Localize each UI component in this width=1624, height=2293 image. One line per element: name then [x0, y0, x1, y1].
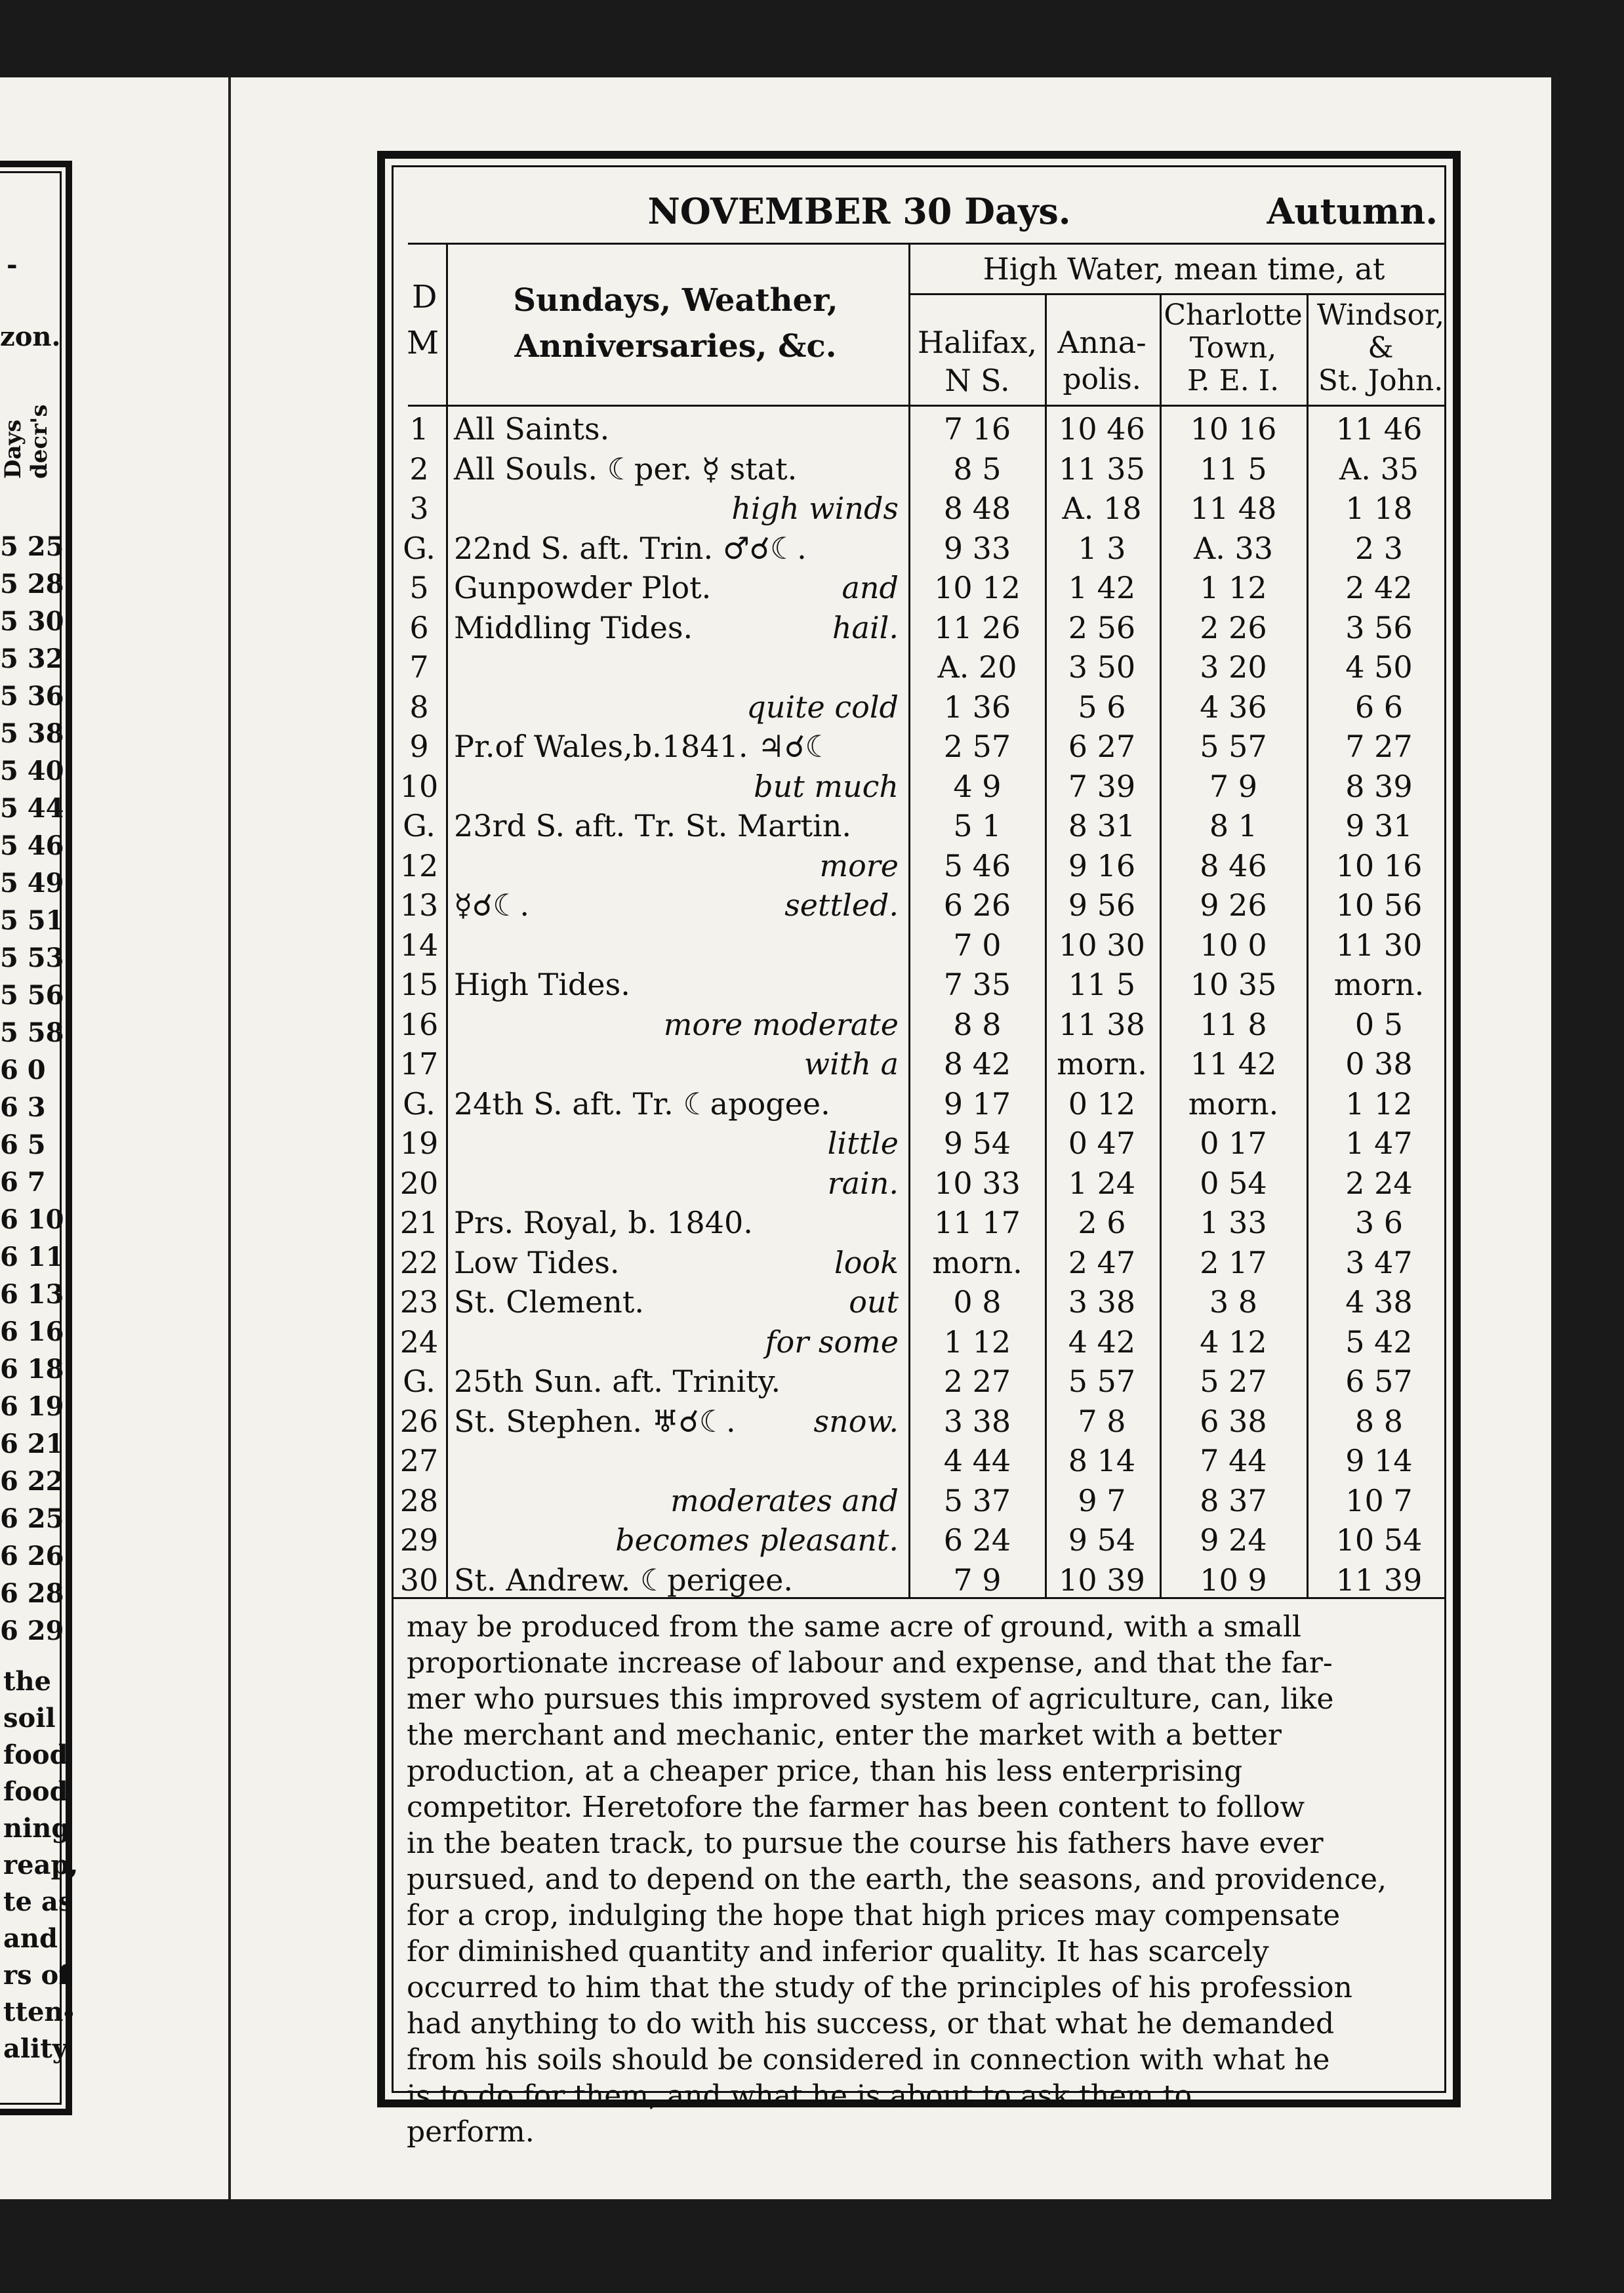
event-cell: 23rd S. aft. Tr. St. Martin. — [454, 808, 851, 843]
col-line-annapolis — [1160, 293, 1162, 1597]
left-word: and — [3, 1923, 58, 1954]
left-number: 6 18 — [0, 1354, 64, 1385]
paragraph-line: may be produced from the same acre of ground, with a small — [407, 1610, 1301, 1644]
annapolis-cell: 8 31 — [1068, 808, 1136, 843]
charlotte-cell: 4 12 — [1200, 1324, 1267, 1360]
left-number: 5 51 — [0, 905, 64, 936]
weather-cell: rain. — [827, 1165, 899, 1201]
weather-cell: more — [819, 847, 899, 883]
annapolis-cell: 3 50 — [1068, 649, 1136, 685]
left-number: 6 28 — [0, 1578, 64, 1609]
charlotte-cell: 5 27 — [1200, 1364, 1267, 1399]
windsor-cell: 5 42 — [1345, 1324, 1413, 1360]
left-number: 6 25 — [0, 1503, 64, 1534]
annapolis-cell: morn. — [1057, 1046, 1147, 1082]
almanac-inner-border — [392, 165, 1446, 2149]
paragraph-line: mer who pursues this improved system of agriculture, can, like — [407, 1682, 1334, 1716]
paragraph-line: pursued, and to depend on the earth, the seasons, and providence, — [407, 1863, 1387, 1896]
halifax-cell: 2 57 — [943, 729, 1011, 764]
day-cell: 17 — [399, 1046, 439, 1082]
event-cell: Middling Tides. — [454, 609, 693, 645]
windsor-cell: 11 46 — [1335, 411, 1423, 447]
left-number: 6 19 — [0, 1391, 64, 1422]
day-cell: 21 — [399, 1205, 439, 1240]
windsor-cell: 10 7 — [1345, 1482, 1413, 1518]
halifax-cell: 2 27 — [943, 1364, 1011, 1399]
day-cell: 16 — [399, 1006, 439, 1042]
charlotte-cell: 10 35 — [1190, 967, 1277, 1002]
day-cell: 6 — [409, 609, 429, 645]
annapolis-cell: 2 6 — [1078, 1205, 1126, 1240]
col-line-dm — [446, 243, 448, 1597]
paragraph-line: had anything to do with his success, or that what he demanded — [407, 2007, 1335, 2040]
halifax-cell: 8 8 — [953, 1006, 1002, 1042]
paragraph-line: perform. — [407, 2115, 535, 2149]
windsor-header-2: & — [1368, 331, 1394, 365]
season-label: Autumn. — [1267, 190, 1438, 232]
weather-cell: for some — [765, 1324, 899, 1360]
left-number: 6 10 — [0, 1204, 64, 1235]
charlotte-cell: 9 26 — [1200, 887, 1267, 923]
event-cell: Low Tides. — [454, 1244, 620, 1280]
charlotte-cell: 7 44 — [1200, 1443, 1267, 1478]
annapolis-cell: 11 35 — [1059, 451, 1145, 487]
windsor-cell: 2 3 — [1354, 530, 1404, 566]
charlotte-header-1: Charlotte — [1164, 298, 1303, 332]
left-number: 6 13 — [0, 1279, 64, 1310]
paragraph-line: occurred to him that the study of the principles of his profession — [407, 1971, 1353, 2004]
windsor-cell: 1 12 — [1345, 1086, 1413, 1122]
annapolis-header-2: polis. — [1063, 363, 1141, 396]
weather-cell: but much — [754, 768, 899, 804]
windsor-cell: morn. — [1333, 967, 1425, 1002]
halifax-cell: 3 38 — [943, 1403, 1011, 1439]
annapolis-cell: 0 47 — [1068, 1126, 1136, 1161]
charlotte-cell: 8 46 — [1200, 847, 1267, 883]
left-number: 6 26 — [0, 1541, 64, 1572]
windsor-cell: 10 16 — [1335, 847, 1423, 883]
header-bottom-rule — [408, 405, 1444, 407]
annapolis-cell: 4 42 — [1068, 1324, 1136, 1360]
event-cell: ☿☌☾. — [454, 887, 529, 923]
paragraph-line: in the beaten track, to pursue the course his fathers have ever — [407, 1827, 1324, 1860]
event-cell: 22nd S. aft. Trin. ♂☌☾. — [454, 530, 807, 566]
windsor-cell: 8 39 — [1345, 768, 1413, 804]
day-cell: 14 — [399, 927, 439, 963]
high-water-header: High Water, mean time, at — [983, 251, 1385, 287]
left-word: reap, — [3, 1850, 79, 1880]
paragraph-line: for diminished quantity and inferior quality. It has scarcely — [407, 1935, 1269, 1968]
left-number: 6 11 — [0, 1242, 64, 1272]
left-number: 6 21 — [0, 1429, 64, 1459]
annapolis-header-1: Anna- — [1057, 325, 1147, 360]
col-line-halifax — [1045, 293, 1047, 1597]
day-cell: G. — [403, 1086, 436, 1122]
halifax-cell: 10 33 — [934, 1165, 1021, 1201]
halifax-cell: 4 44 — [943, 1443, 1011, 1478]
left-number: 5 38 — [0, 718, 64, 749]
left-word: food — [3, 1776, 68, 1807]
halifax-cell: 7 9 — [953, 1562, 1002, 1598]
paragraph-line: competitor. Heretofore the farmer has been content to follow — [407, 1791, 1305, 1824]
halifax-cell: 9 17 — [943, 1086, 1011, 1122]
event-cell: St. Stephen. ♅☌☾. — [454, 1403, 736, 1439]
annapolis-cell: 2 47 — [1068, 1244, 1136, 1280]
paragraph-line: from his soils should be considered in connection with what he — [407, 2043, 1330, 2077]
halifax-cell: 5 1 — [953, 808, 1002, 843]
annapolis-cell: 3 38 — [1068, 1284, 1136, 1320]
title-rule — [408, 243, 1444, 245]
day-cell: 10 — [399, 768, 439, 804]
weather-cell: hail. — [832, 609, 899, 645]
paragraph-line: proportionate increase of labour and expense, and that the far- — [407, 1646, 1333, 1680]
day-cell: 7 — [409, 649, 429, 685]
charlotte-cell: 0 54 — [1200, 1165, 1267, 1201]
charlotte-header-2: Town, — [1189, 331, 1277, 365]
event-cell: St. Clement. — [454, 1284, 644, 1320]
annapolis-cell: 5 6 — [1078, 689, 1126, 725]
annapolis-cell: 9 7 — [1078, 1482, 1126, 1518]
windsor-cell: 6 57 — [1345, 1364, 1413, 1399]
event-cell: High Tides. — [454, 967, 630, 1002]
col-line-charlotte — [1307, 293, 1309, 1597]
day-cell: G. — [403, 808, 436, 843]
charlotte-cell: 11 8 — [1200, 1006, 1267, 1042]
halifax-cell: 7 16 — [943, 411, 1011, 447]
windsor-cell: 8 8 — [1354, 1403, 1404, 1439]
halifax-cell: 4 9 — [953, 768, 1002, 804]
left-number: 5 32 — [0, 643, 64, 674]
halifax-cell: 6 24 — [943, 1522, 1011, 1558]
weather-cell: more moderate — [663, 1006, 899, 1042]
windsor-cell: 11 39 — [1335, 1562, 1423, 1598]
annapolis-cell: 5 57 — [1068, 1364, 1136, 1399]
halifax-header-2: N S. — [944, 363, 1010, 398]
charlotte-cell: 9 24 — [1200, 1522, 1267, 1558]
col-line-events — [908, 243, 910, 1597]
left-number: 6 29 — [0, 1615, 64, 1646]
annapolis-cell: 1 42 — [1068, 570, 1136, 605]
paragraph-line: production, at a cheaper price, than his less enterprising — [407, 1755, 1243, 1788]
day-cell: 23 — [399, 1284, 439, 1320]
left-number: 5 36 — [0, 681, 64, 712]
windsor-cell: 9 31 — [1345, 808, 1413, 843]
charlotte-header-3: P. E. I. — [1187, 364, 1280, 397]
charlotte-cell: 11 42 — [1190, 1046, 1277, 1082]
halifax-cell: morn. — [932, 1244, 1023, 1280]
day-cell: 30 — [399, 1562, 439, 1598]
month-title: NOVEMBER 30 Days. — [647, 190, 1071, 232]
halifax-cell: A. 20 — [937, 649, 1017, 685]
table-bottom-rule — [394, 1597, 1444, 1599]
weather-cell: quite cold — [746, 689, 899, 725]
left-word: rs of — [3, 1960, 70, 1991]
annapolis-cell: 9 56 — [1068, 887, 1136, 923]
day-cell: 15 — [399, 967, 439, 1002]
left-number: 5 58 — [0, 1017, 64, 1048]
windsor-header-3: St. John. — [1318, 364, 1444, 397]
paragraph-line: for a crop, indulging the hope that high prices may compensate — [407, 1899, 1341, 1932]
left-word: ning — [3, 1813, 70, 1844]
left-word: food — [3, 1739, 68, 1770]
halifax-cell: 7 0 — [953, 927, 1002, 963]
weather-cell: moderates and — [670, 1482, 899, 1518]
weather-cell: little — [827, 1126, 899, 1161]
charlotte-cell: 10 16 — [1190, 411, 1277, 447]
charlotte-cell: 3 8 — [1209, 1284, 1258, 1320]
halifax-cell: 5 46 — [943, 847, 1011, 883]
annapolis-cell: 7 8 — [1078, 1403, 1126, 1439]
day-cell: 8 — [409, 689, 429, 725]
charlotte-cell: A. 33 — [1194, 530, 1273, 566]
paragraph-line: the merchant and mechanic, enter the market with a better — [407, 1718, 1282, 1752]
halifax-cell: 9 54 — [943, 1126, 1011, 1161]
page-fold — [228, 77, 231, 2199]
charlotte-cell: 10 0 — [1200, 927, 1267, 963]
day-cell: 26 — [399, 1403, 439, 1439]
events-header-line1: Sundays, Weather, — [513, 282, 838, 319]
day-cell: 24 — [399, 1324, 439, 1360]
annapolis-cell: 10 39 — [1059, 1562, 1145, 1598]
weather-cell: out — [849, 1284, 899, 1320]
halifax-cell: 0 8 — [953, 1284, 1002, 1320]
left-column-label: Days decr's — [0, 404, 52, 479]
event-cell: 24th S. aft. Tr. ☾apogee. — [454, 1086, 830, 1122]
charlotte-cell: morn. — [1188, 1086, 1279, 1122]
left-number: 5 56 — [0, 980, 64, 1011]
day-cell: 29 — [399, 1522, 439, 1558]
windsor-cell: 3 6 — [1354, 1205, 1404, 1240]
left-number: 5 30 — [0, 606, 64, 637]
windsor-cell: 3 56 — [1345, 609, 1413, 645]
day-cell: 2 — [409, 451, 429, 487]
left-number: 6 16 — [0, 1316, 64, 1347]
left-number: 5 49 — [0, 868, 64, 899]
weather-cell: and — [842, 570, 899, 605]
events-header-line2: Anniversaries, &c. — [514, 328, 837, 365]
halifax-cell: 9 33 — [943, 530, 1011, 566]
annapolis-cell: 1 24 — [1068, 1165, 1136, 1201]
windsor-cell: 0 5 — [1354, 1006, 1404, 1042]
windsor-cell: A. 35 — [1339, 451, 1419, 487]
charlotte-cell: 1 33 — [1200, 1205, 1267, 1240]
event-cell: All Saints. — [454, 411, 610, 447]
charlotte-cell: 8 37 — [1200, 1482, 1267, 1518]
day-cell: 1 — [409, 411, 429, 447]
windsor-cell: 1 47 — [1345, 1126, 1413, 1161]
windsor-cell: 2 24 — [1345, 1165, 1413, 1201]
charlotte-cell: 2 26 — [1200, 609, 1267, 645]
windsor-cell: 6 6 — [1354, 689, 1404, 725]
left-number: 6 7 — [0, 1167, 46, 1198]
charlotte-cell: 0 17 — [1200, 1126, 1267, 1161]
left-header-fragment: - — [7, 249, 18, 280]
annapolis-cell: 2 56 — [1068, 609, 1136, 645]
windsor-header-1: Windsor, — [1316, 298, 1445, 332]
left-word: the — [3, 1666, 52, 1697]
windsor-cell: 7 27 — [1345, 729, 1413, 764]
windsor-cell: 4 38 — [1345, 1284, 1413, 1320]
annapolis-cell: 10 46 — [1059, 411, 1145, 447]
left-word: tten- — [3, 1997, 75, 2027]
annapolis-cell: 9 16 — [1068, 847, 1136, 883]
annapolis-cell: 8 14 — [1068, 1443, 1136, 1478]
annapolis-cell: 9 54 — [1068, 1522, 1136, 1558]
halifax-header-1: Halifax, — [918, 325, 1037, 360]
left-word: soil — [3, 1703, 56, 1734]
charlotte-cell: 1 12 — [1200, 570, 1267, 605]
event-cell: 25th Sun. aft. Trinity. — [454, 1364, 781, 1399]
day-cell: 3 — [409, 491, 429, 526]
charlotte-cell: 4 36 — [1200, 689, 1267, 725]
left-number: 5 46 — [0, 830, 64, 861]
dm-header-top: D — [412, 279, 437, 315]
windsor-cell: 4 50 — [1345, 649, 1413, 685]
weather-cell: becomes pleasant. — [615, 1522, 899, 1558]
day-cell: 27 — [399, 1443, 439, 1478]
charlotte-cell: 7 9 — [1209, 768, 1258, 804]
windsor-cell: 3 47 — [1345, 1244, 1413, 1280]
halifax-cell: 10 12 — [934, 570, 1021, 605]
day-cell: 12 — [399, 847, 439, 883]
annapolis-cell: 10 30 — [1059, 927, 1145, 963]
windsor-cell: 10 54 — [1335, 1522, 1423, 1558]
annapolis-cell: 1 3 — [1078, 530, 1126, 566]
annapolis-cell: 0 12 — [1068, 1086, 1136, 1122]
day-cell: 13 — [399, 887, 439, 923]
left-number: 5 28 — [0, 569, 64, 599]
windsor-cell: 2 42 — [1345, 570, 1413, 605]
charlotte-cell: 5 57 — [1200, 729, 1267, 764]
annapolis-cell: 11 38 — [1059, 1006, 1145, 1042]
halifax-cell: 1 12 — [943, 1324, 1011, 1360]
halifax-cell: 8 48 — [943, 491, 1011, 526]
windsor-cell: 1 18 — [1345, 491, 1413, 526]
weather-cell: settled. — [784, 887, 899, 923]
event-cell: Prs. Royal, b. 1840. — [454, 1205, 753, 1240]
windsor-cell: 0 38 — [1345, 1046, 1413, 1082]
high-water-rule — [908, 293, 1444, 295]
halifax-cell: 11 17 — [934, 1205, 1021, 1240]
day-cell: G. — [403, 1364, 436, 1399]
day-cell: 9 — [409, 729, 429, 764]
weather-cell: high winds — [731, 491, 899, 526]
weather-cell: look — [834, 1244, 899, 1280]
charlotte-cell: 6 38 — [1200, 1403, 1267, 1439]
left-number: 5 25 — [0, 531, 64, 562]
day-cell: 22 — [399, 1244, 439, 1280]
left-number: 5 53 — [0, 943, 64, 973]
windsor-cell: 11 30 — [1335, 927, 1423, 963]
halifax-cell: 8 42 — [943, 1046, 1011, 1082]
windsor-cell: 9 14 — [1345, 1443, 1413, 1478]
halifax-cell: 8 5 — [953, 451, 1002, 487]
day-cell: G. — [403, 530, 436, 566]
day-cell: 20 — [399, 1165, 439, 1201]
annapolis-cell: 7 39 — [1068, 768, 1136, 804]
event-cell: Gunpowder Plot. — [454, 570, 712, 605]
charlotte-cell: 11 5 — [1200, 451, 1267, 487]
halifax-cell: 7 35 — [943, 967, 1011, 1002]
charlotte-cell: 10 9 — [1200, 1562, 1267, 1598]
weather-cell: with a — [803, 1046, 899, 1082]
day-cell: 5 — [409, 570, 429, 605]
charlotte-cell: 2 17 — [1200, 1244, 1267, 1280]
event-cell: Pr.of Wales,b.1841. ♃☌☾ — [454, 729, 832, 764]
left-number: 6 3 — [0, 1092, 46, 1123]
annapolis-cell: 11 5 — [1068, 967, 1136, 1002]
left-word: te as — [3, 1886, 73, 1917]
charlotte-cell: 3 20 — [1200, 649, 1267, 685]
left-number: 6 22 — [0, 1466, 64, 1497]
left-number: 6 0 — [0, 1055, 46, 1086]
left-number: 5 44 — [0, 793, 64, 824]
charlotte-cell: 11 48 — [1190, 491, 1277, 526]
annapolis-cell: A. 18 — [1062, 491, 1142, 526]
left-number: 6 5 — [0, 1129, 46, 1160]
event-cell: St. Andrew. ☾perigee. — [454, 1562, 794, 1598]
windsor-cell: 10 56 — [1335, 887, 1423, 923]
halifax-cell: 6 26 — [943, 887, 1011, 923]
almanac-frame — [377, 151, 1461, 2149]
dm-header-bottom: M — [407, 325, 439, 361]
left-word: ality, — [3, 2033, 75, 2064]
day-cell: 19 — [399, 1126, 439, 1161]
left-header-fragment: zon. — [0, 321, 61, 352]
left-number: 5 40 — [0, 756, 64, 786]
paragraph-line: is to do for them, and what he is about to ask them to — [407, 2079, 1192, 2113]
annapolis-cell: 6 27 — [1068, 729, 1136, 764]
event-cell: All Souls. ☾per. ☿ stat. — [454, 451, 798, 487]
weather-cell: snow. — [813, 1403, 899, 1439]
halifax-cell: 11 26 — [934, 609, 1021, 645]
day-cell: 28 — [399, 1482, 439, 1518]
halifax-cell: 5 37 — [943, 1482, 1011, 1518]
charlotte-cell: 8 1 — [1209, 808, 1258, 843]
halifax-cell: 1 36 — [943, 689, 1011, 725]
